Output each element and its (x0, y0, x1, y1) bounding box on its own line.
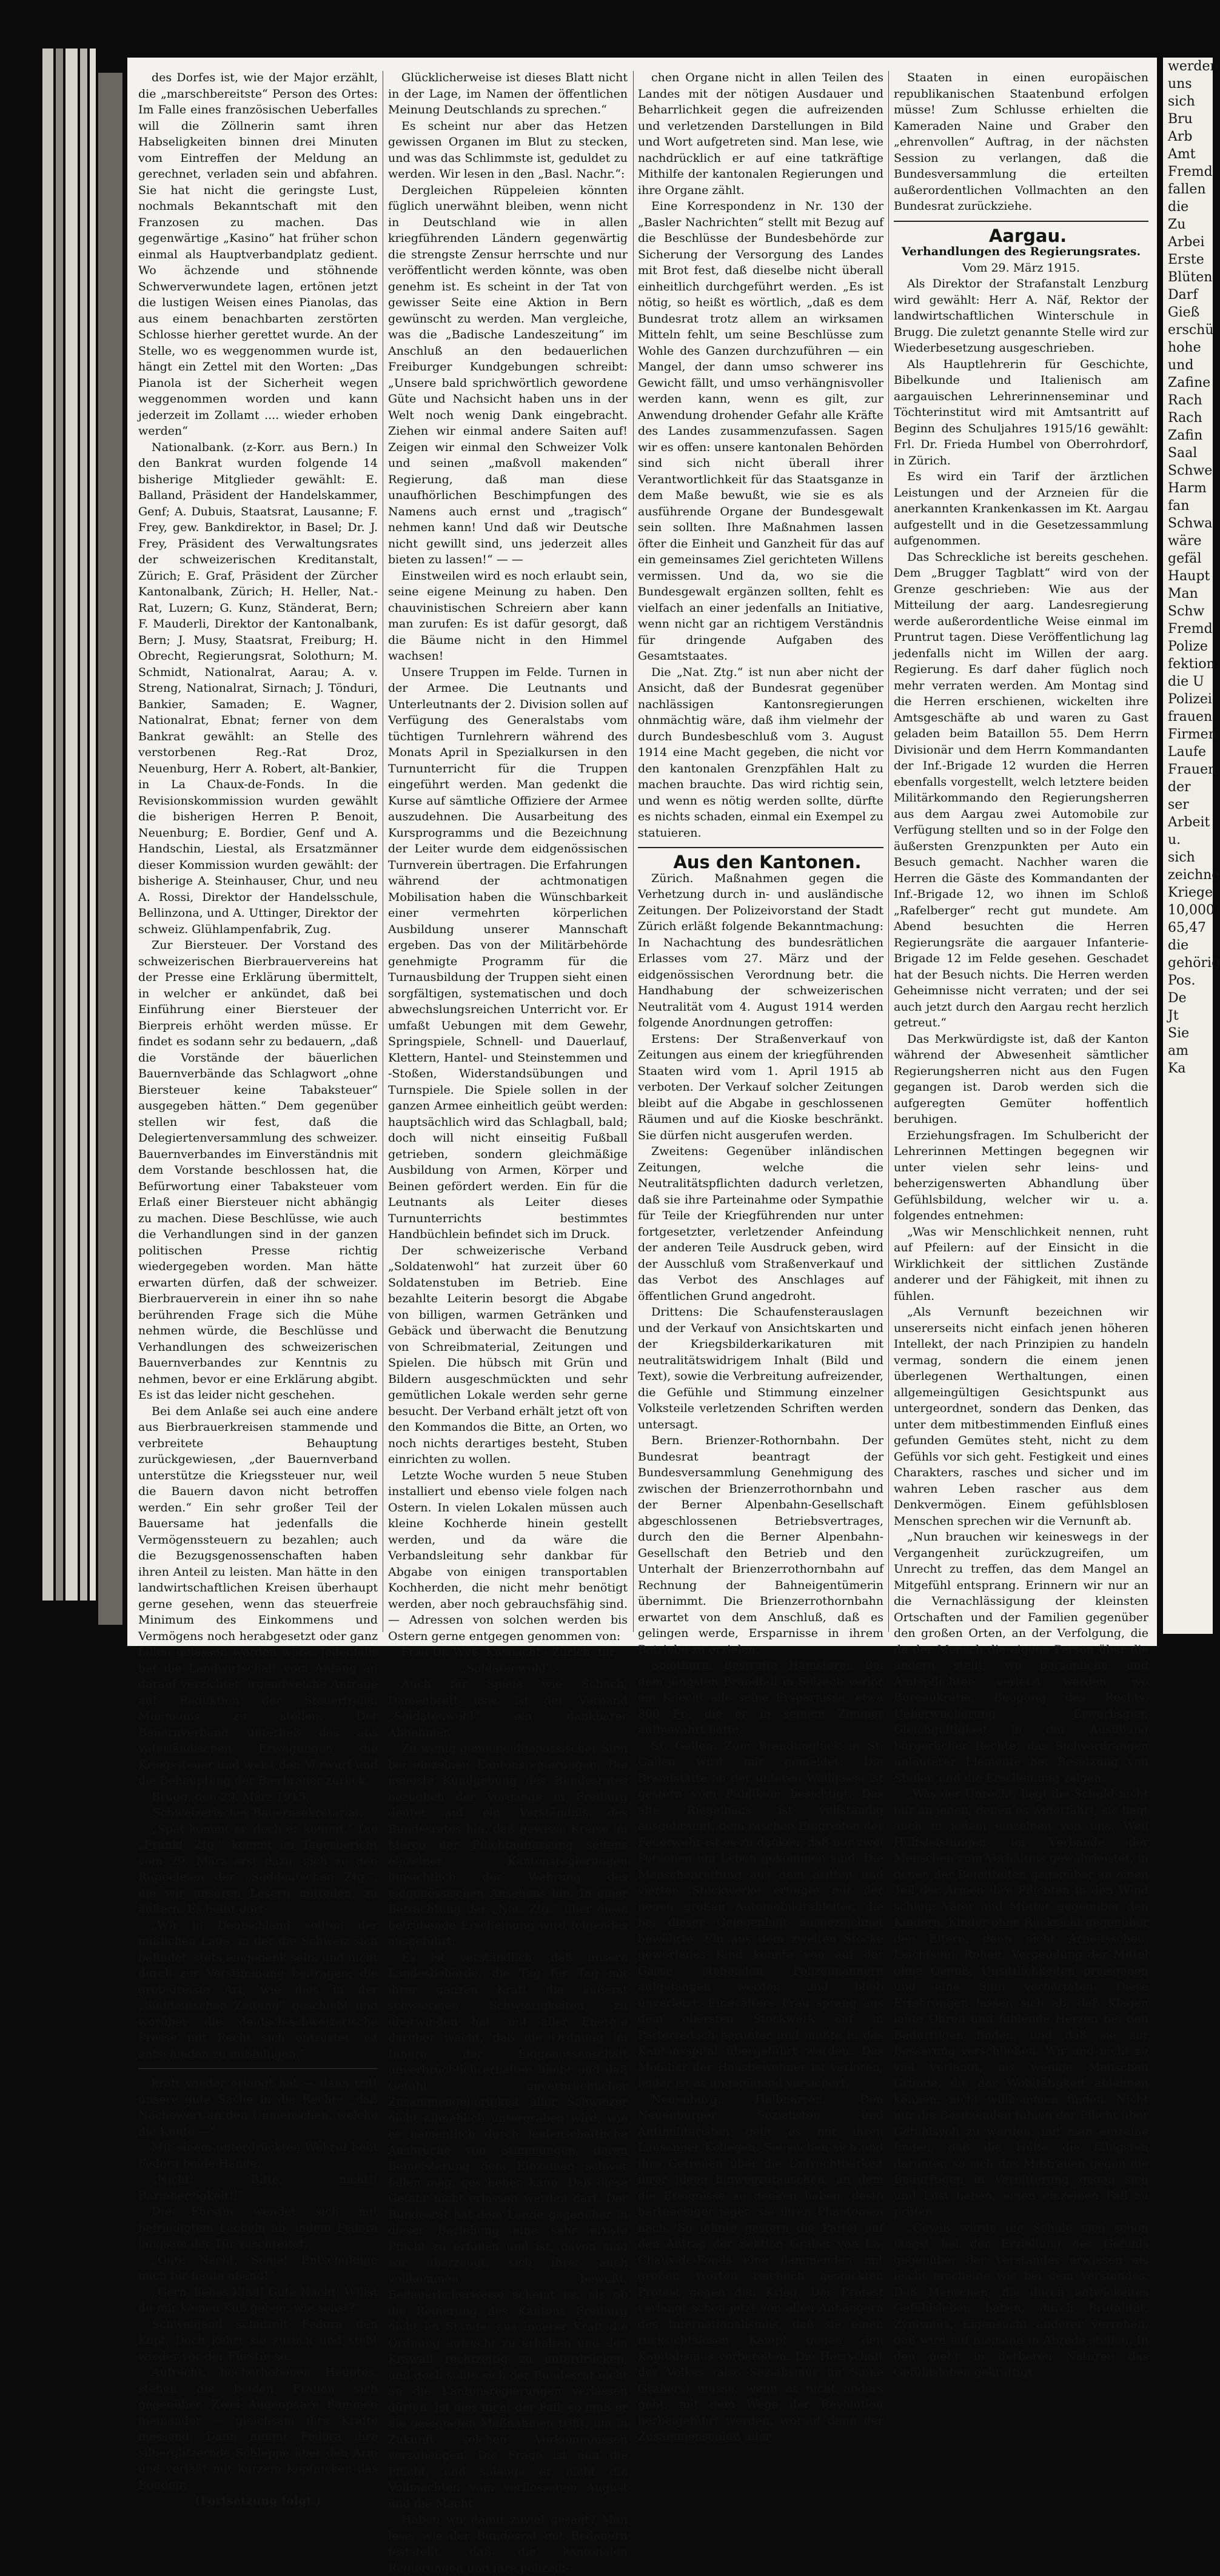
section-rule (638, 847, 883, 848)
fragment-line: erschü (1168, 323, 1214, 338)
fragment-line: am (1168, 1043, 1188, 1059)
article-paragraph: „Spät kommt er, doch er kommt.“ Die „Frankf. Ztg.“ kommt im Tagesbericht vom 29. März erst dazu, sich zu den Rüppeleien der „Süddeutschen Ztg.“, die wir unseren Lesern mitteilen, zu äußern. Es heißt dort: (138, 1822, 378, 1916)
article-paragraph: Drittens: Die Schaufensterauslagen und der Verkauf von Ansichtskarten und der Kriegsbilderkarikaturen mit neutralitätswidrigem Inhalt (Bild und Text), sowie die Verbreitung aufreizender, die Gefühle und Stimmung einzelner Volksteile verletzenden Schriften werden untersagt. (638, 1305, 883, 1431)
article-paragraph: Es scheint nur aber das Hetzen gewissen Organen im Blut zu stecken, und was das Schlimmste ist, geduldet zu werden. Wir lesen in den „Basl. Nachr.“: (388, 119, 628, 181)
fragment-line: Haupt (1168, 569, 1210, 584)
article-paragraph: Zur Biersteuer. Der Vorstand des schweizerischen Bierbrauervereins hat der Presse eine Erklärung übermittelt, in welcher er ankündet, daß bei Einführung einer Biersteuer der Bierpreis erhöht werden müsse. Er findet es sodann sehr zu bedauern, „daß die Vorstände der bäuerlichen Bauernverbände das Schlagwort „ohne Biersteuer keine Tabaksteuer“ ausgegeben hätten.“ Dem gegenüber stellen wir fest, daß die Delegiertenversammlung des schweizer. Bauernverbandes im Einverständnis mit dem Vorstande beschlossen hat, die Befürwortung einer Tabaksteuer vom Erlaß einer Biersteuer nicht abhängig zu machen. Diese Beschlüsse, wie auch die Verhandlungen sind in der ganzen politischen Presse richtig wiedergegeben worden. Man hätte erwarten dürfen, daß der schweizer. Bierbrauerverein in einer ihn so nahe berührenden Frage sich die Mühe nehmen würde, die Beschlüsse und Verhandlungen des schweizerischen Bauernverbandes zur Kenntnis zu nehmen, bevor er eine Erklärung abgibt. Es ist das leider nicht geschehen. (138, 938, 378, 1402)
fragment-line: Amt (1168, 147, 1196, 162)
book-edge (56, 49, 63, 1601)
fragment-line: Kriege (1168, 885, 1213, 900)
column-3 (638, 70, 883, 2443)
article-paragraph: „Gewiß würde die Schule sich schon längst bei der Erziehung des Gefühls gegenüber der Verstandes erwiesen als leicht erscheine wie bei dem Verstandes. Daß Menschen, die durch entwickeltes Gefühlsleben haben, durch Brutalität, Zynismus, Eigensucht anderer verrohen, daß wird auf niemand in Abrede stellen. In den mehr in derberen Naturen das Gefühlsleben gekräftigt (894, 2221, 1148, 2379)
fragment-line: Jt (1168, 1008, 1179, 1023)
fragment-line: Pos. (1168, 973, 1196, 988)
article-paragraph: chen Organe nicht in allen Teilen des Landes mit der nötigen Ausdauer und Beharrlichkeit gegen die aufreizenden und verletzenden Darstellungen in Bild und Wort aufgetreten sind. Man lese, wie nachdrücklich er auf eine tatkräftige Mithilfe der kantonalen Regierungen und ihre Organe zählt. (638, 71, 883, 197)
article-paragraph: Als Direktor der Strafanstalt Lenzburg wird gewählt: Herr A. Näf, Rektor der landwirtschaftlichen Winterschule in Brugg. Die zuletzt genannte Stelle wird zur Wiederbesetzung ausgeschrieben. (894, 277, 1148, 355)
article-paragraph: Das Merkwürdigste ist, daß der Kanton während der Abwesenheit sämtlicher Regierungsherren nicht aus den Fugen gegangen ist. Darob werden sich die aufgeregten Gemüter hoffentlich beruhigen. (894, 1032, 1148, 1126)
article-paragraph: „Gern, liebes Kind! Gute Nacht! Willst du mir keinen Kuß geben, wie sonst?“ (138, 2285, 378, 2315)
article-paragraph: Auch für Spiele wie Schach, Damenbrett usw. ist der Verband „Soldatenwohl“ ein dankbarer Abnehmer. (388, 1678, 628, 1739)
fragment-line: werden (1168, 59, 1219, 74)
book-edge (90, 49, 96, 1601)
article-paragraph: Es ist verständlich, daß unsere Landesbehörde, die Tag für Tag mit ihrer ganzen Kraft die äußerst schwierigen Schwierigkeiten zu überwinden hat, mit aller Energie darüber wacht, daß die Ordnung im Innern der Eidgenossenschaft unverbrüchlich erhalten bleibt und daß Gefühl unverbrüchlicher Zusammengehörigkeit aller Schweizer nicht allmählich untergraben wird, wie es namentlich durch leidenschaftliche Ausbrüche von Stimmungen, deren Bemeisterung dem Einzelnen schwer fallen mag, geschehen kann. Daß diese Gefahr nicht erlassen werden darf. Der Bundesrat hat dem Lande gegenüber in dieser Beziehung eine sehr ernste Pflicht zu erfüllen und ist, davon sind wir überzeugt, sich ihrer auch vollkommen bewußt. Bedauerlicherweise scheint es, als ob die Regierung des Kantons Freiburg nicht im Stande, aus innerer Kraft die Ordnung aufrecht zu erhalten und den Krawall rechtzeitig zu unterdrücken, und doch sollte sich der Bundesrat nicht an die Kantonsregierungen verlassen dürfen. Ist dies nicht der Fall, so muß er die geeigneten Maßnahmen trifft, um in Zukunft solchen Vorkommnissen vorzubeugen. Die Frage ist nun die Pflicht, und solange er nicht die Vollmachten vom verflossenen August und die Macht (388, 1950, 628, 2511)
article-paragraph: „Nun brauchen wir keineswegs in der Vergangenheit zurückzugreifen, um Unrecht zu treffen, das dem Mangel an Mitgefühl entsprang. Erinnern wir nur an die Vernachlässigung der kleinsten Ortschaften und der Familien gegenüber den großen Orten, an der Verfolgung, die da der Mensch die eigene Person über die andern stellt, wo persönliche und Amtspflichten verletzt werden, wo Bureaukratie, Beugung des Rechts, Ueberwucherung, Erwerbsgier, Gleichgültigkeit in der Ausübung bürgerlicher Rechte, das Sichvordrängen unlauterer Elemente bei Besetzung von Stellen und die Erscheinung zeigen. (894, 1530, 1148, 1785)
fragment-line: Harm (1168, 481, 1207, 496)
fragment-line: Arb (1168, 129, 1193, 144)
fragment-line: hohe (1168, 340, 1201, 355)
article-paragraph: Das Schreckliche ist bereits geschehen. Dem „Brugger Tagblatt“ wird von der Grenze geschrieben: Wie aus der Mitteilung der aarg. Landesregierung werde außerordentliche Weise einmal im Pruntrut tagen. Diese Veröffentlichung lag jedenfalls nicht im Willen der aarg. Regierung. Es darf daher füglich noch mehr verraten werden. Am Montag sind die Herren erschienen, wickelten ihre Amtsgeschäfte ab und waren zu Gast geladen beim Bataillon 55. Dem Herrn Divisionär und dem Herrn Kommandanten der Inf.-Brigade 12 wurden die Herren ebenfalls vorgestellt, welch letztere beiden Militärkommando den Regierungsherren aus dem Aargau zwei Automobile zur Verfügung stellten und so in der Folge den äußersten Grenzpunkten per Auto ein Besuch gemacht. Nachher waren die Herren die Gäste des Kommandanten der Inf.-Brigade 12, wo ihnen im Schloß „Rafelberger“ recht gut mundete. Am Abend besuchten die Herren Regierungsräte die aargauer Infanterie-Brigade 12 im Felde gesehen. Geschadet hat der Besuch nichts. Die Herren werden Geheimnisse nicht verraten; und der sei auch jetzt durch den Aargau recht herzlich getreut.“ (894, 550, 1148, 1029)
article-paragraph: Zweitens: Gegenüber inländischen Zeitungen, welche die Neutralitätspflichten dadurch verletzen, daß sie ihre Parteinahme oder Sympathie für Teile der Kriegführenden nur unter fortgesetzter, verletzender Anfeindung der anderen Teile Ausdruck geben, wird der Ausschluß vom Straßenverkauf und das Verbot des Anschlages auf öffentlichen Grund angedroht. (638, 1145, 883, 1303)
fragment-line: Arbei (1168, 235, 1205, 250)
newspaper-page (127, 58, 1157, 2575)
article-paragraph: Die Fürstin wendet sich mit befriedigtem Lächeln ab, indem Fedora langsam der Tür zuschreitet. (138, 2205, 378, 2250)
article-paragraph: Vom 29. März 1915. (962, 261, 1081, 275)
article-paragraph: Erstens: Der Straßenverkauf von Zeitungen aus einem der kriegführenden Staaten wird vom 1. April 1915 ab verboten. Der Verkauf solcher Zeitungen bleibt auf die Abgabe in geschlossenen Räumen und auf die Kioske beschränkt. Sie dürfen nicht ausgerufen werden. (638, 1032, 883, 1142)
fragment-line: zeichne (1168, 868, 1220, 883)
fragment-line: Schwa (1168, 516, 1213, 531)
article-paragraph: „Was der Unrecht, liegt die Schuld nicht nur an jenen, denen es widerfährt, sie liegt auch in jedem einzelnen von uns. Weil Hülfsleistungen im Verbande der Menschen zum Verhältnis gewährleistet, in denen der Bemittelten gegenüber an einen Teil der Armen ihre Pflichten in den Wind schlug: Väter und Mütter gegenüber den Kindern, Kinder ohne Rücksicht gegenüber den Eltern, denn nicht Arbeitsscheu, Leichtsinn, Roheit, Vergeudung der Mittel ohne Genuß, Unsittlichkeiten preisgeben und eine Sinn verhärteten. Diese Erfahrungen lassen sich ab, daß Klagen laute Ohren und fühlende Herzen bei den Bedürftigen finden, und daß sie zur Besserung verschließen. Wir und nicht zu viel verlangt, als wenige Menschen Gründe, die der Wohltätigkeit ablehnen können, nicht willkommen finden. Nicht nur die Besitzenden fühlen der Pflicht über Gefühlsvoll zu werden, mit man einzelne finden, daß die Hülfe die fähigsten darunter, so sich das Mißtrauen gegen die Bedürftigen in Verbitterung gegen sich und Lust haben, einen einzelnen Fall zu prüfen. (894, 1787, 1148, 2218)
fragment-line: die (1168, 938, 1189, 953)
article-paragraph: Staaten in einen europäischen republikanischen Staatenbund erfolgen müsse! Zum Schlusse erhielten die Kameraden Naine und Graber den „ehrenvollen“ Auftrag, in der nächsten Session zu verlangen, daß die Bundesversammlung die erteilten außerordentlichen Vollmachten an den Bundesrat zurückziehe. (894, 71, 1148, 213)
book-edge (80, 49, 87, 1601)
article-paragraph: Zürich. Maßnahmen gegen die Verhetzung durch in- und ausländische Zeitungen. Der Polizeivorstand der Stadt Zürich erläßt folgende Bekanntmachung: In Nachachtung des bundesrätlichen Erlasses vom 27. März und der eidgenössischen Verordnung betr. die Handhabung der schweizerischen Neutralität vom 4. August 1914 werden folgende Anordnungen getroffen: (638, 871, 883, 1029)
column-4 (894, 70, 1148, 2379)
article-paragraph: St. Gallen. Zum Brandunglück in St. Gallen wird mir gemeldet: Die Brandstätte an der unteren Wallgasse ist gestern vom Publikum besichtigt. Das alte Riegelhaus ist vollständig ausgebrannt; dem raschen Eingreifen der Feuerwehr ist es zu danken, daß nur zwei Personen um Leben gekommen sind. Die Menschenrettung aus dem dritten und vierten Stockwerke erfolgte mit der neuen großen Automobildrehleiter, die bei dieser Gelegenheit ausgezeichnet bewährte. Ein aus dem zweiten Stocke geworfenes Kind konnte von auf der Gasse stehenden Polizeimännern aufgefangen werden und blieb unverletzt. Eine ältere Frau sprang aus dem obersten Stockwerk auf in Parterredach herunter und mußte in das Kantonsspital übergeführt werden. Das Mobiliar der Hausbewohner ist verloren, leider ist es ungenügend versichert. (638, 1739, 883, 2090)
book-edge (98, 73, 122, 1625)
section-rule (894, 221, 1148, 222)
column-1 (138, 70, 378, 2507)
fragment-line: Polize (1168, 639, 1208, 654)
article-paragraph: Solothurn. Bestrafte Hamsterei. Bei dem jüngsten Brandfall in Selzach verlor ein Knecht alle seine Ersparnisse, etwa 800 Fr., die er in seinem Zimmer aufbewahrt hatte. (638, 1659, 883, 1736)
fragment-line: sich (1168, 94, 1195, 109)
fragment-line: die (1168, 199, 1189, 215)
article-paragraph: „Als Vernunft bezeichnen wir unsererseits nicht einfach jenen höheren Intellekt, der nach Prinzipien zu handeln vermag, sondern die einem jenen überlegenen Werthaltungen, einen allgemeingültigen Gesichtspunkt aus untergeordnet, sondern das Denken, das unter dem mitbestimmenden Einfluß eines gefunden Gemütes steht, nicht zu dem Gefühls vor sich geht. Festigkeit und eines Charakters, rasches und sicher und im wahren Leben rascher aus dem Denkvermögen. Einem gefühlsblosen Menschen sprechen wir die Vernunft ab. (894, 1305, 1148, 1528)
fragment-line: Fremd (1168, 164, 1213, 179)
article-paragraph: Brugg, den 29. März 1915. (152, 1790, 309, 1804)
fragment-line: Sie (1168, 1026, 1190, 1041)
fragment-line: gefäl (1168, 551, 1202, 566)
article-paragraph: „Was wir Menschlichkeit nennen, ruht auf Pfeilern: auf der Einsicht in die Wirklichkeit der sittlichen Zustände anderer und der Fähigkeit, mit ihnen zu fühlen. (894, 1225, 1148, 1303)
section-heading: Aus den Kantonen. (673, 852, 862, 872)
article-paragraph: Schweizerisches Bauernsekretariat. (152, 1806, 364, 1819)
article-paragraph: Dergleichen Rüppeleien könnten füglich unerwähnt bleiben, wenn nicht in Deutschland wie in allen kriegführenden Ländern gegenwärtig die strengste Zensur herrschte und nur veröffentlicht werden könnte, was oben genehm ist. Es scheint in der Tat von gewisser Seite eine Aktion in Bern gewünscht zu werden. Man vergleiche, was die „Badische Landeszeitung“ im Anschluß an den bedauerlichen Freiburger Kundgebungen schreibt: „Unsere bald sprichwörtlich gewordene Güte und Nachsicht haben uns in der Welt noch wenig Dank eingebracht. Ziehen wir einmal andere Saiten auf! Zeigen wir einmal den Schweizer Volk und seinen „maßvoll makenden“ Regierung, daß man diese unaufhörlichen Beschimpfungen des Namens auch ernst und „tragisch“ nehmen kann! Und daß wir Deutsche nicht gewillt sind, uns jederzeit alles bieten zu lassen!“ — — (388, 183, 628, 566)
fragment-line: fallen (1168, 182, 1206, 197)
article-paragraph: Schweigend schüttelt Fedora den Kopf. Doch kehrt sie zurück und steht wieder vor der Fürstin so. (138, 2317, 378, 2363)
article-paragraph: „Gute Nacht, Sonja! Entschuldige mich für heute abend!“ (138, 2253, 378, 2283)
fragment-line: Ka (1168, 1061, 1186, 1076)
feuilleton-rule (138, 2068, 378, 2069)
fragment-line: 65,47 (1168, 920, 1206, 935)
article-paragraph: Haben wir damit zuviel gesagt? Man lese, wie der Bundesrat mit Bedauern feststellt, daß die kantonalen Regierungen und ihre polizeili- (388, 2513, 628, 2575)
adjacent-page-fragment (1163, 58, 1220, 1634)
fragment-line: die U (1168, 674, 1204, 689)
fragment-line: Schwe (1168, 463, 1213, 478)
fragment-line: Arbeit (1168, 815, 1210, 830)
fragment-line: frauen (1168, 709, 1213, 724)
fragment-line: Firmen (1168, 727, 1217, 742)
article-paragraph: Bern. Brienzer-Rothornbahn. Der Bundesrat beantragt der Bundesversammlung Genehmigung des zwischen der Brienzerrothornbahn und der Berner Alpenbahn-Gesellschaft abgeschlossenen Betriebsvertrages, durch den die Berner Alpenbahn-Gesellschaft den Betrieb und den Unterhalt der Brienzerrothornbahn auf Rechnung der Bahneigentümerin übernimmt. Die Brienzerrothornbahn erwartet von dem Anschluß, daß es gelingen werde, Ersparnisse in ihrem Betriebe zu erzielen. (638, 1434, 883, 1656)
article-paragraph: Aufrecht, hocherhobenen Hauptes, stehen die beiden Frauen sich gegenüber. Zwei Augenpaare flammen ineinander — gleichsam ihre Kräfte messend. Dann nimmt Fedora ihre silberglitzernde Schleppe über den Arm und verläßt mit kurzem Kopfnicken das Boudoir. (138, 2366, 378, 2492)
fragment-line: u. (1168, 832, 1181, 848)
fragment-line: Polizei (1168, 692, 1212, 707)
article-paragraph: Verhandlungen des Regierungsrates. (901, 245, 1141, 258)
fragment-line: Laufe (1168, 744, 1207, 760)
article-paragraph: kraft wieder erlangt hat — dann tritt unsere gute Sache in die Rechte „daß Nachewert an den Unmenschen, welche die Knute —“ (138, 2076, 378, 2138)
fragment-line: Schw (1168, 604, 1205, 619)
article-paragraph: Als Hauptlehrerin für Geschichte, Bibelkunde und Italienisch am aargauischen Lehrerinnenseminar und Töchterinstitut wird mit Amtsantritt auf Beginn des Schuljahres 1915/16 gewählt: Frl. Dr. Frieda Humbel von Oberrohrdorf, in Zürich. (894, 357, 1148, 467)
fragment-line: Saal (1168, 446, 1198, 461)
article-paragraph: Erziehungsfragen. Im Schulbericht der Lehrerinnen Mettingen begegnen wir unter vielen sehr leins- und beherzigenswerten Abhandlung über Gefühlsbildung, welcher wir u. a. folgendes entnehmen: (894, 1128, 1148, 1222)
fragment-line: Man (1168, 586, 1198, 601)
article-paragraph: Glücklicherweise ist dieses Blatt nicht in der Lage, im Namen der öffentlichen Meinung Deutschlands zu sprechen.“ (388, 71, 628, 116)
fragment-line: Frauen (1168, 762, 1217, 777)
column-rule (888, 71, 889, 1632)
article-paragraph: (Fortsetzung folgt.) (195, 2494, 321, 2507)
article-paragraph: Neuenburg. Halbnarren. Den Neuenburger Sozialisten und Antimilitaristen geht es mit ihren Lausanner Kollegen. Sie suchen sich und ihre Getreuen über die Unfruchtbarkeit ihrer Ideen hinwegzutäuschen, an dem die Ereignisse zu denken haben, desto hartnäckiger jagen sie ihren Phantomen nach. So lehnte gestern die Partei auf den Antrag der Sektion Graber von La-Chaux-de-Fonds eine flammenden mit großen Worten reichlich gespickten Protest gegen den Krieg. Der Protest verlangt schon jetzt von allen Anhängern des Internationalismus, daß sie einen rücksichtslosen Kampf gegen den Kapitalismus vorbereiten. Die Herrschaft des Volkes (also Sozialismus im Sinne Grabers) müsse, wenn es nicht anders geht, mit dem Wege der Revolution herbeigeführt werden, worauf dann der Zusammenschluß aller (638, 2092, 883, 2443)
book-edge (65, 49, 78, 1601)
fragment-line: Zu (1168, 217, 1186, 232)
fragment-line: Rach (1168, 393, 1202, 408)
column-rule (633, 71, 634, 1632)
article-paragraph: des Dorfes ist, wie der Major erzählt, die „marschbereitste“ Person des Ortes: Im Falle eines französischen Ueberfalles will die Zöllnerin samt ihren Habseligkeiten binnen drei Minuten vom Eintreffen der Meldung an gerechnet, verladen sein und abfahren. Sie hat nicht die geringste Lust, nochmals Bekanntschaft mit den Franzosen zu machen. Das gegenwärtige „Kasino“ hat früher schon einmal als Hauptverbandplatz gedient. Wo ächzende und stöhnende Schwerverwundete lagen, ertönen jetzt die lustigen Weisen eines Pianolas, das aus einem benachbarten zerstörten Schlosse hierher gerettet wurde. An der Stelle, wo es weggenommen wurde ist, hängt ein Zettel mit den Worten: „Das Pianola ist der Sicherheit wegen weggenommen worden und kann jederzeit im Zollamt .... wieder erhoben werden“ (138, 71, 378, 438)
article-paragraph: Nationalbank. (z-Korr. aus Bern.) In den Bankrat wurden folgende 14 bisherige Mitglieder gewählt: E. Balland, Präsident der Handelskammer, Genf; A. Dubuis, Staatsrat, Lausanne; F. Frey, gew. Bankdirektor, in Basel; Dr. J. Frey, Präsident des Verwaltungsrates der schweizerischen Kreditanstalt, Zürich; E. Graf, Präsident der Zürcher Kantonalbank, Zürich; H. Heller, Nat.-Rat, Luzern; G. Kunz, Ständerat, Bern; F. Mauderli, Direktor der Kantonalbank, Bern; J. Musy, Staatsrat, Freiburg; H. Obrecht, Regierungsrat, Solothurn; M. Schmidt, Nationalrat, Aarau; A. v. Streng, Nationalrat, Sirnach; J. Tönduri, Bankier, Samaden; E. Wagner, Nationalrat, Ebnat; ferner von dem Bankrat gewählt: an Stelle des verstorbenen Reg.-Rat Droz, Neuenburg, Herr A. Robert, alt-Bankier, in La Chaux-de-Fonds. In die Revisionskommission wurden gewählt die bisherigen Herren P. Benoit, Neuenburg; E. Bordier, Genf und A. Handschin, Liestal, als Ersatzmänner dieser Kommission wurden gewählt: der bisherige A. Steinhauser, Chur, und neu A. Rossi, Direktor der Handelsschule, Bellinzona, und A. Uttinger, Direktor der schweiz. Glühlampenfabrik, Zug. (138, 440, 378, 936)
fragment-line: ser (1168, 797, 1189, 812)
article-paragraph: „Nicht! Bitte, nicht!! Barmherzigkeit!!“ (138, 2173, 378, 2203)
fragment-line: De (1168, 991, 1187, 1006)
fragment-line: uns (1168, 76, 1192, 92)
fragment-line: sich (1168, 850, 1195, 865)
section-heading: Aargau. (988, 225, 1067, 246)
fragment-line: Rach (1168, 410, 1202, 426)
fragment-line: wäre (1168, 534, 1202, 549)
article-paragraph: Der schweizerische Verband „Soldatenwohl“ hat zurzeit über 60 Soldatenstuben im Betrieb. Eine bezahlte Leiterin besorgt die Abgabe von billigen, warmen Getränken und Gebäck und überwacht die Benutzung von Schreibmaterial, Zeitungen und Spielen. Die hübsch mit Grün und Bildern ausgeschmückten und sehr gemütlichen Lokale werden sehr gerne besucht. Der Verband erhält jetzt oft von den Kommandos die Bitte, an Orten, wo noch nichts derartiges besteht, Stuben einrichten zu wollen. (388, 1243, 628, 1466)
article-paragraph: Mit einem unterdrückten Wehruf hebt Fedora beide Hände. (138, 2141, 378, 2170)
fragment-line: gehörig (1168, 955, 1220, 971)
fragment-line: Darf (1168, 287, 1198, 303)
fragment-line: Bru (1168, 112, 1193, 127)
fragment-line: Erste (1168, 252, 1204, 267)
article-paragraph: Eine Korrespondenz in Nr. 130 der „Basler Nachrichten“ stellt mit Bezug auf die Beschlüsse der Bundesbehörde zur Sicherung der Versorgung des Landes mit Brot fest, daß dieselbe nicht überall einheitlich durchgeführt werden. „Es ist nötig, so heißt es wörtlich, „daß es dem Bundesrat trotz allem an wirksamen Mitteln fehlt, um seine Beschlüsse zum Wohle des Ganzen durchzuführen — ein Mangel, der dann umso schwerer ins Gewicht fällt, und umso verhängnisvoller werden kann, wenn es gilt, zur Anwendung drohender Gefahr alle Kräfte des Landes zusammenzufassen. Sagen wir es offen: unsere kantonalen Behörden sind sich nicht überall ihrer Verantwortlichkeit für das Staatsganze in dem Maße bewußt, wie sie es als ausführende Organe der Bundesgewalt sein sollten. Ihre Maßnahmen lassen öfter die Einheit und Ganzheit für das auf ein gemeinsames Ziel gerichteten Willens vermissen. Und da, wo sie die Bundesgewalt ergänzen sollten, fehlt es vielfach an einer jedenfalls an Initiative, wenn nicht gar an richtigem Verständnis für dringende Aufgaben des Gesamtstaates. (638, 199, 883, 663)
fragment-line: der (1168, 780, 1191, 795)
fragment-line: fan (1168, 498, 1190, 514)
article-paragraph: Unsere Truppen im Felde. Turnen in der Armee. Die Leutnants und Unterleutnants der 2. Division sollen auf Verfügung des Generalstabs vom tüchtigen Turnlehrern während des Monats April in Spezialkursen in den Turnunterricht für die Truppen eingeführt werden. Man gedenkt die Kurse auf sämtliche Offiziere der Armee auszudehnen. Die Ausarbeitung des Kursprogramms und die Bezeichnung der Leiter wurde dem eidgenössischen Turnverein übertragen. Die Erfahrungen während der achtmonatigen Mobilisation haben die Wünschbarkeit einer vermehrten körperlichen Ausbildung unserer Mannschaft ergeben. Das von der Militärbehörde genehmigte Programm für die Turnausbildung der Truppen sieht einen sorgfältigen, systematischen und doch abwechslungsreichen Unterricht vor. Er umfaßt Uebungen mit dem Gewehr, Springspiele, Schnell- und Dauerlauf, Klettern, Hantel- und Steinstemmen und -Stoßen, Widerstandsübungen und Turnspiele. Die Spiele sollen in der ganzen Armee einheitlich geübt werden: hauptsächlich wird das Schlagball, bald; doch will nicht einseitig Fußball getrieben, sondern gleichmäßige Ausbildung von Armen, Körper und Beinen gefördert werden. Ein für die Leutnants als Leiter dieses Turnunterrichts bestimmtes Handbüchlein befindet sich im Druck. (388, 665, 628, 1241)
fragment-line: fektion (1168, 657, 1215, 672)
fragment-line: Gieß (1168, 305, 1200, 320)
article-paragraph: „Wir in Deutschland sollten der mißlichen Lage, in der die Schweiz sich befindet, stets eingedenk sein, und nicht durch zur Verstimmung beitragen; die grob-dreiste Art, wie dies in der „Süddeutschen Zeitung“ geschieht und worüber die deutsch-schweizerische Presse mit Recht sich entrüstet, ist entschieden zu mißbilligen.“ (138, 1918, 378, 2061)
article-paragraph: Einstweilen wird es noch erlaubt sein, seine eigene Meinung zu haben. Den chauvinistischen Schreiern aber kann man zurufen: Es ist dafür gesorgt, daß die Bäume nicht in den Himmel wachsen! (388, 569, 628, 663)
article-paragraph: Bei dem Anlaße sei auch eine andere aus Bierbrauerkreisen stammende und verbreitete Behauptung zurückgewiesen, „der Bauernverband unterstütze die Kriegssteuer nur, weil die Bauern davon nicht betroffen werden.“ Ein sehr großer Teil der Bauersame hat jedenfalls die Vermögenssteuern zu bezahlen; auch die Bezugsgenossenschaften haben ihren Anteil zu leisten. Man hätte in den landwirtschaftlichen Kreisen überhaupt gerne gesehen, wenn das steuerfreie Minimum des Einkommens und Vermögens noch herabgesetzt oder ganz fallen gelassen worden wäre. Jedenfalls hat die Landwirtschaft vom Anfang an darauf verzichtet, irgendwelche Anträge auf Reduktion der Steuerfreien Minimums zu stellen. Der Bauernverband unterließ das aus vaterländischen Erwägungen die Kriegssteuer und weist den Vorwurf und die Behauptung der Bierbrauer zurück. (138, 1404, 378, 1787)
article-paragraph: Es wird ein Tarif der ärztlichen Leistungen und der Arzneien für die anerkannten Krankenkassen im Kt. Aargau aufgestellt und in die Gesetzessammlung aufgenommen. (894, 470, 1148, 547)
fragment-line: Zafine (1168, 375, 1211, 390)
article-paragraph: Frau Dr. Wyß, Küsnacht - Zürich, für „Soldatenwohl“. (400, 1645, 615, 1675)
column-2 (388, 70, 628, 2575)
fragment-line: Blüten (1168, 270, 1213, 285)
article-paragraph: Letzte Woche wurden 5 neue Stuben installiert und ebenso viele folgen nach Ostern. In vielen Lokalen müssen auch kleine Kochherde hinein gestellt werden, und da wäre die Verbandsleitung sehr dankbar für Abgabe von einigen transportablen Kochherden, die nicht mehr benötigt werden, aber noch gebrauchsfähig sind. — Adressen von solchen werden bis Ostern gerne entgegen genommen von: (388, 1468, 628, 1643)
article-paragraph: Die „Nat. Ztg.“ ist nun aber nicht der Ansicht, daß der Bundesrat gegenüber nachlässigen Kantonsregierungen ohnmächtig wäre, daß ihm vielmehr der durch Bundesbeschluß vom 3. August 1914 eine Macht gegeben, die nicht vor den kantonalen Grenzpfählen Halt zu machen brauchte. Das wird richtig sein, und wenn es nötig werden sollte, dürfte es nichts schaden, einmal ein Exempel zu statuieren. (638, 665, 883, 840)
fragment-line: 10,000 (1168, 903, 1215, 918)
book-edge (42, 49, 53, 1601)
fragment-line: Fremd (1168, 621, 1213, 637)
fragment-line: Zafin (1168, 428, 1203, 443)
article-paragraph: Zu wenig gemeineidgenössischer Sinn bei einzelnen Kantonsregierungen. Die neueste Kundgebung des Bundesrates bezüglich der Vorgänge in Freiburg deutet auf ein Verständnis des Bundesrates hin, daß gewisse Kreise im Marco der Pflichtauffassung seitens einzelner Kantonsregierungen hinsichtlich der Wahrung des eidgenössischen Ansehens hin. In einer Betrachtung der „Nat. Ztg.“ über diese betrübende Erscheinung wird folgendes ausgeführt: (388, 1742, 628, 1948)
fragment-line: und (1168, 358, 1194, 373)
